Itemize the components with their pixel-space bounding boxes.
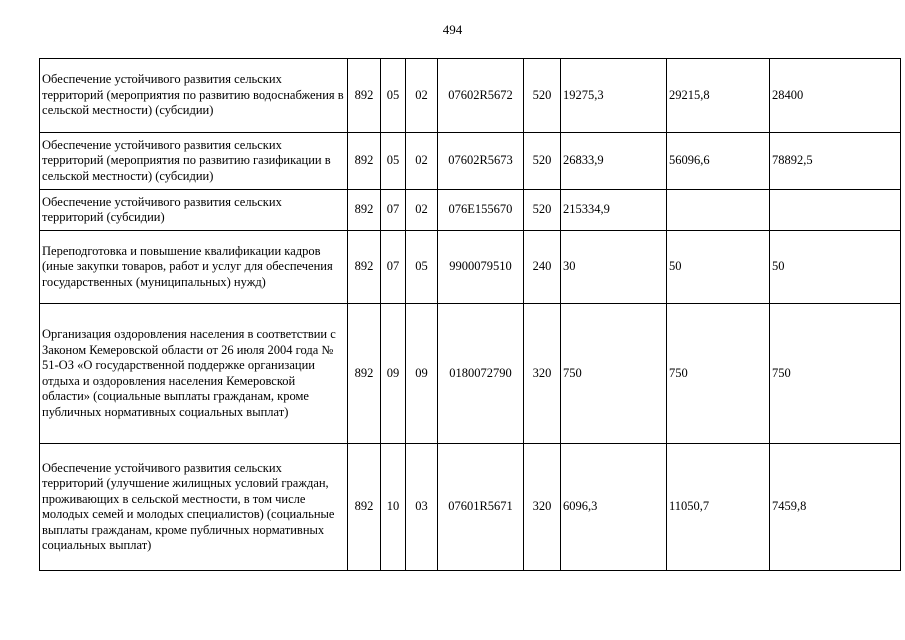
table-row [40, 133, 901, 190]
row-description: Обеспечение устойчивого развития сельских территорий (улучшение жилищных условий граждан, проживающих в сельской местности, в том числе молодых семей и молодых специалистов) (социальные выплаты гражданам, кроме публичных нормативных социальных выплат) [40, 444, 348, 571]
section-code: 05 [381, 133, 406, 190]
page-number: 494 [442, 22, 463, 37]
section-code: 07 [381, 231, 406, 304]
target-article-code: 076E155670 [438, 190, 524, 231]
target-article-code: 9900079510 [438, 231, 524, 304]
expense-type-code: 520 [524, 59, 561, 133]
sum-year-2: 56096,6 [667, 133, 770, 190]
expense-type-code: 520 [524, 190, 561, 231]
sum-year-3: 50 [770, 231, 901, 304]
ministry-code: 892 [348, 59, 381, 133]
table-row [40, 444, 901, 571]
subsection-code: 09 [406, 304, 438, 444]
target-article-code: 07602R5672 [438, 59, 524, 133]
sum-year-1: 19275,3 [561, 59, 667, 133]
ministry-code: 892 [348, 231, 381, 304]
sum-year-2: 29215,8 [667, 59, 770, 133]
sum-year-1: 26833,9 [561, 133, 667, 190]
subsection-code: 03 [406, 444, 438, 571]
sum-year-1: 215334,9 [561, 190, 667, 231]
ministry-code: 892 [348, 190, 381, 231]
table-row [40, 59, 901, 133]
sum-year-3: 7459,8 [770, 444, 901, 571]
sum-year-3: 28400 [770, 59, 901, 133]
target-article-code: 0180072790 [438, 304, 524, 444]
row-description: Обеспечение устойчивого развития сельских территорий (мероприятия по развитию газификации в сельской местности) (субсидии) [40, 133, 348, 190]
sum-year-1: 750 [561, 304, 667, 444]
row-description: Обеспечение устойчивого развития сельских территорий (субсидии) [40, 190, 348, 231]
budget-table [39, 58, 901, 571]
expense-type-code: 520 [524, 133, 561, 190]
table-row [40, 231, 901, 304]
subsection-code: 05 [406, 231, 438, 304]
sum-year-2: 11050,7 [667, 444, 770, 571]
ministry-code: 892 [348, 304, 381, 444]
ministry-code: 892 [348, 444, 381, 571]
row-description: Организация оздоровления населения в соответствии с Законом Кемеровской области от 26 июля 2004 года № 51-ОЗ «О государственной поддержке организации отдыха и оздоровления населения Кемеровской области» (социальные выплаты гражданам, кроме публичных нормативных социальных выплат) [40, 304, 348, 444]
sum-year-3: 750 [770, 304, 901, 444]
sum-year-2: 50 [667, 231, 770, 304]
row-description: Обеспечение устойчивого развития сельских территорий (мероприятия по развитию водоснабжения в сельской местности) (субсидии) [40, 59, 348, 133]
sum-year-3: 78892,5 [770, 133, 901, 190]
table-row [40, 190, 901, 231]
ministry-code: 892 [348, 133, 381, 190]
sum-year-1: 30 [561, 231, 667, 304]
section-code: 05 [381, 59, 406, 133]
expense-type-code: 320 [524, 304, 561, 444]
sum-year-2 [667, 190, 770, 231]
target-article-code: 07602R5673 [438, 133, 524, 190]
expense-type-code: 320 [524, 444, 561, 571]
sum-year-2: 750 [667, 304, 770, 444]
subsection-code: 02 [406, 190, 438, 231]
section-code: 09 [381, 304, 406, 444]
target-article-code: 07601R5671 [438, 444, 524, 571]
section-code: 10 [381, 444, 406, 571]
table-row [40, 304, 901, 444]
subsection-code: 02 [406, 59, 438, 133]
sum-year-3 [770, 190, 901, 231]
expense-type-code: 240 [524, 231, 561, 304]
row-description: Переподготовка и повышение квалификации кадров (иные закупки товаров, работ и услуг для обеспечения государственных (муниципальных) нужд) [40, 231, 348, 304]
section-code: 07 [381, 190, 406, 231]
sum-year-1: 6096,3 [561, 444, 667, 571]
subsection-code: 02 [406, 133, 438, 190]
